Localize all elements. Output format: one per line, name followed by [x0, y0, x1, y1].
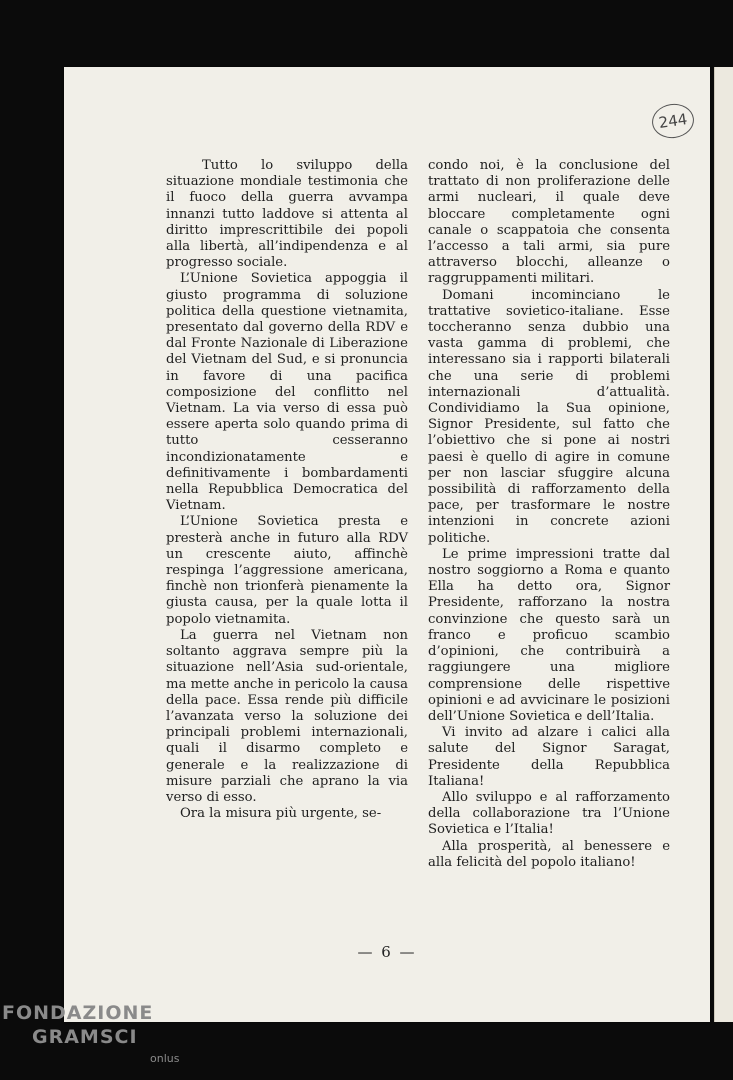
handwritten-page-stamp: 244 — [650, 101, 696, 141]
paragraph: La guerra nel Vietnam non soltanto aggrava sempre più la situazione nell’Asia sud-orientale, ma mette anche in pericolo la causa della pace. Essa rende più difficile l’avanzata verso la soluzione dei principali problemi internazionali, quali il disarmo completo e generale e la realizzazione di misure parziali che aprano la via verso di esso. — [166, 627, 408, 805]
paragraph: Domani incominciano le trattative sovietico-italiane. Esse toccheranno senza dubbio una vasta gamma di problemi, che interessano sia i rapporti bilaterali che una serie di problemi internazionali d’attualità. Condividiamo la Sua opinione, Signor Presidente, sul fatto che l’obiettivo che si pone ai nostri paesi è quello di agire in comune per non lasciar sfuggire alcuna possibilità di rafforzamento della pace, per trasformare le nostre intenzioni in concrete azioni politiche. — [428, 287, 670, 546]
watermark-line-3: onlus — [150, 1052, 180, 1065]
paragraph: Vi invito ad alzare i calici alla salute del Signor Saragat, Presidente della Repubblica Italiana! — [428, 725, 670, 789]
paragraph: Ora la misura più urgente, se- — [180, 806, 382, 822]
archive-watermark-logo — [2, 1000, 182, 1075]
paragraph: Alla prosperità, al benessere e alla felicità del popolo italiano! — [428, 838, 670, 870]
watermark-line-1: FONDAZIONE — [2, 1002, 154, 1024]
paragraph: L’Unione Sovietica appoggia il giusto programma di soluzione politica della questione vietnamita, presentato dal governo della RDV e dal Fronte Nazionale di Liberazione del Vietnam del Sud, e si pronuncia in favore di una pacifica composizione del conflitto nel Vietnam. La via verso di essa può essere aperta solo quando prima di tutto cesseranno incondizionatamente e definitivamente i bombardamenti nella Repubblica Democratica del Vietnam. — [166, 271, 408, 514]
paragraph: Allo sviluppo e al rafforzamento della collaborazione tra l’Unione Sovietica e l’Italia! — [428, 789, 670, 838]
paragraph: condo noi, è la conclusione del trattato di non proliferazione delle armi nucleari, il quale deve bloccare completamente ogni canale o scappatoia che consenta l’accesso a tali armi, sia pure attraverso blocchi, alleanze o raggruppamenti militari. — [428, 158, 670, 287]
watermark-line-2: GRAMSCI — [32, 1026, 138, 1048]
paragraph: L’Unione Sovietica presta e presterà anche in futuro alla RDV un crescente aiuto, affinchè respinga l’aggressione americana, finchè non trionferà pienamente la giusta causa, per la quale lotta il popolo vietnamita. — [166, 514, 408, 627]
text-column-left — [166, 158, 408, 822]
page-number: — 6 — — [357, 943, 417, 961]
adjacent-page-edge — [714, 67, 733, 1022]
document-page — [64, 67, 710, 1022]
paragraph: Le prime impressioni tratte dal nostro soggiorno a Roma e quanto Ella ha detto ora, Signor Presidente, rafforzano la nostra convinzione che questo sarà un franco e proficuo scambio d’opinioni, che contribuirà a raggiungere una migliore comprensione delle rispettive opinioni e ad avvicinare le posizioni dell’Unione Sovietica e dell’Italia. — [428, 546, 670, 724]
text-column-right — [428, 158, 670, 871]
paragraph: Tutto lo sviluppo della situazione mondiale testimonia che il fuoco della guerra avvampa innanzi tutto laddove si attenta al diritto imprescrittibile dei popoli alla libertà, all’indipendenza e al progresso sociale. — [166, 158, 408, 271]
